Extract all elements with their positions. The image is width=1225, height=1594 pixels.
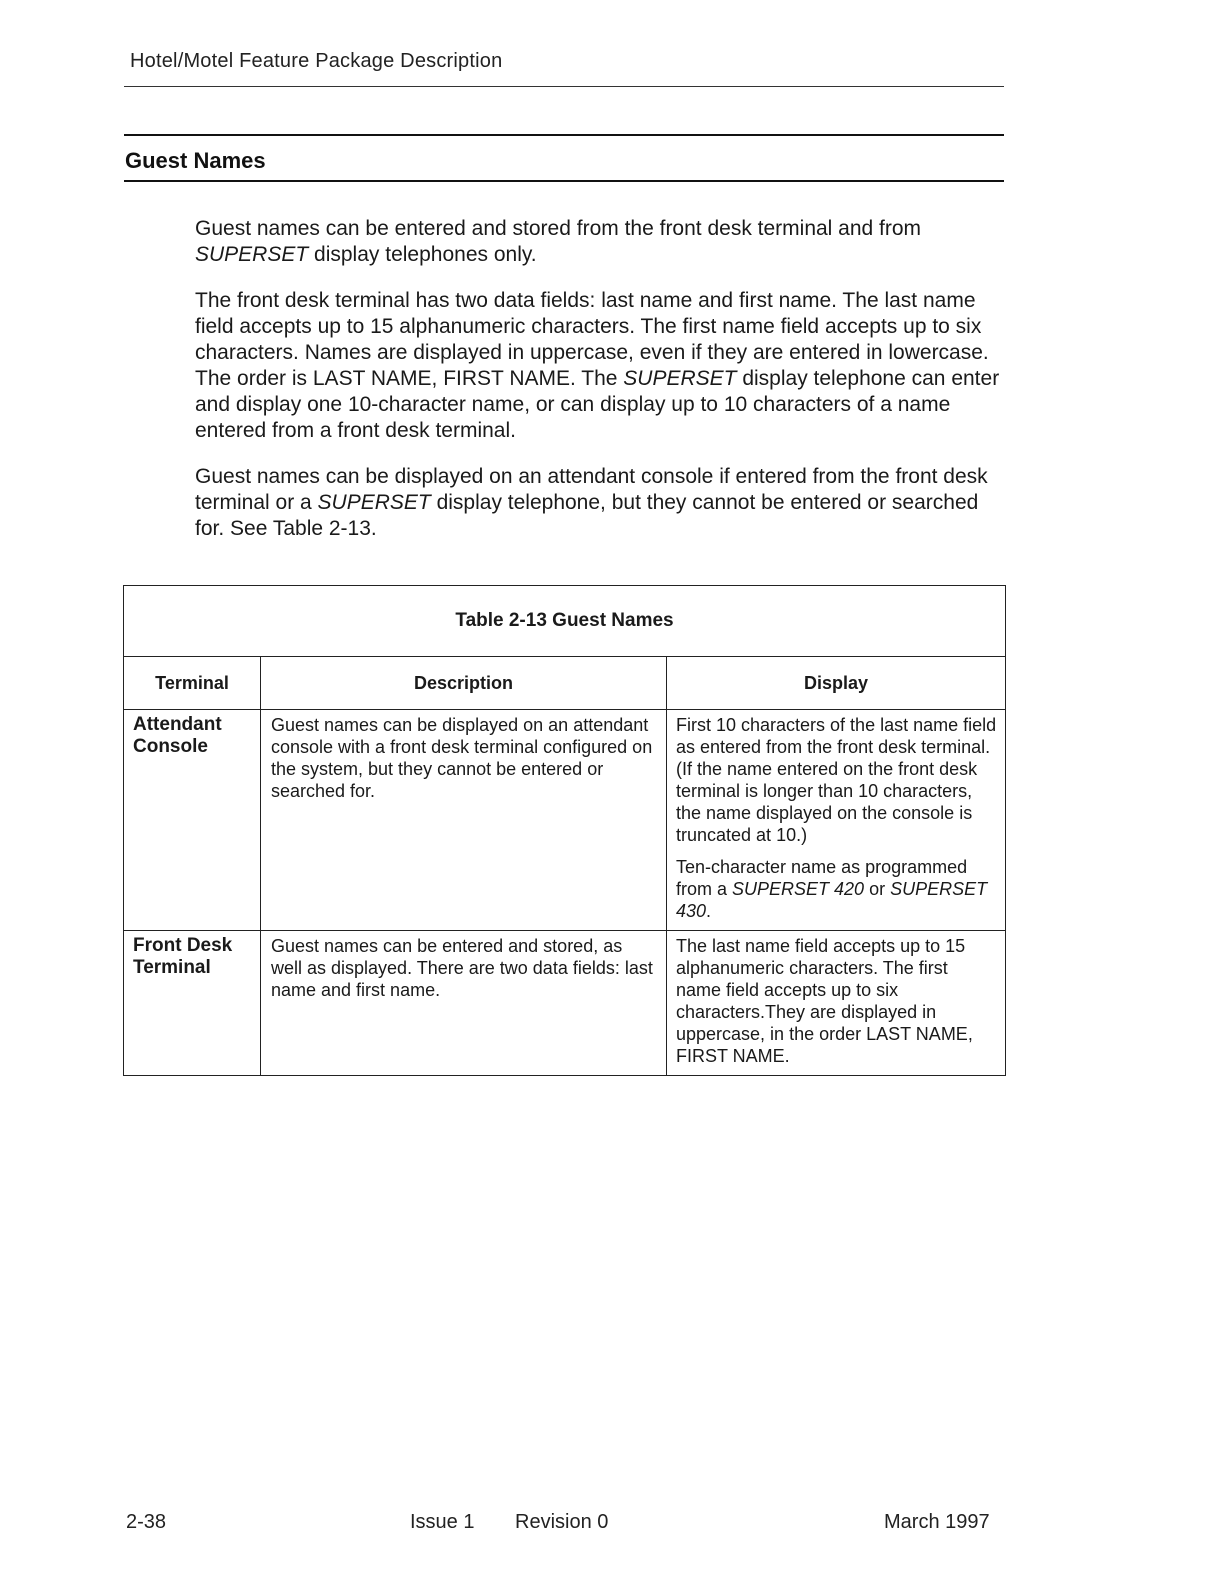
terminal-cell: Attendant Console bbox=[124, 710, 261, 931]
column-header-description: Description bbox=[261, 657, 667, 710]
footer-date: March 1997 bbox=[884, 1511, 990, 1533]
display-text: Ten-character name as programmed from a SUPERSET 420 or SUPERSET 430. bbox=[676, 857, 988, 921]
display-text: First 10 characters of the last name field as entered from the front desk terminal. (If the name entered on the front desk terminal is longer than 10 characters, the name displayed on the console is truncated at 10.) bbox=[676, 715, 997, 845]
description-cell: Guest names can be displayed on an attendant console with a front desk terminal configured on the system, but they cannot be entered or searched for. bbox=[261, 710, 667, 931]
column-header-display: Display bbox=[667, 657, 1006, 710]
table-caption-row bbox=[124, 586, 1006, 657]
table-header-row bbox=[124, 657, 1006, 710]
column-header-terminal: Terminal bbox=[124, 657, 261, 710]
terminal-cell: Front Desk Terminal bbox=[124, 931, 261, 1076]
display-cell bbox=[667, 710, 1006, 931]
header-rule bbox=[124, 86, 1004, 87]
paragraph-1: Guest names can be entered and stored from the front desk terminal and from SUPERSET display telephones only. bbox=[195, 217, 922, 266]
paragraph-2: The front desk terminal has two data fields: last name and first name. The last name field accepts up to 15 alphanumeric characters. The first name field accepts up to six characters. Names are displayed in uppercase, even if they are entered in lowercase. The order is LAST NAME, FIRST NAME. The SUPERSET display telephone can enter and display one 10-character name, or can display up to 10 characters of a name entered from a front desk terminal. bbox=[195, 289, 1000, 442]
description-cell: Guest names can be entered and stored, as well as displayed. There are two data fields: last name and first name. bbox=[261, 931, 667, 1076]
footer-revision: Revision 0 bbox=[515, 1511, 609, 1533]
table-caption: Table 2-13 Guest Names bbox=[124, 586, 1006, 657]
table-row bbox=[124, 931, 1006, 1076]
section-title: Guest Names bbox=[125, 148, 266, 173]
body-text bbox=[195, 216, 1010, 562]
guest-names-table bbox=[123, 585, 1005, 1076]
section-rule-top bbox=[124, 134, 1004, 136]
section-rule-bottom bbox=[124, 180, 1004, 182]
footer-page-number: 2-38 bbox=[126, 1511, 167, 1533]
table bbox=[123, 585, 1006, 1076]
display-text: The last name field accepts up to 15 alphanumeric characters. The first name field accepts up to six characters.They are displayed in uppercase, in the order LAST NAME, FIRST NAME. bbox=[676, 936, 973, 1066]
footer-issue: Issue 1 bbox=[410, 1511, 475, 1533]
running-header: Hotel/Motel Feature Package Description bbox=[130, 50, 503, 72]
table-row bbox=[124, 710, 1006, 931]
display-cell bbox=[667, 931, 1006, 1076]
paragraph-3: Guest names can be displayed on an attendant console if entered from the front desk terminal or a SUPERSET display telephone, but they cannot be entered or searched for. See Table 2-13. bbox=[195, 465, 988, 540]
